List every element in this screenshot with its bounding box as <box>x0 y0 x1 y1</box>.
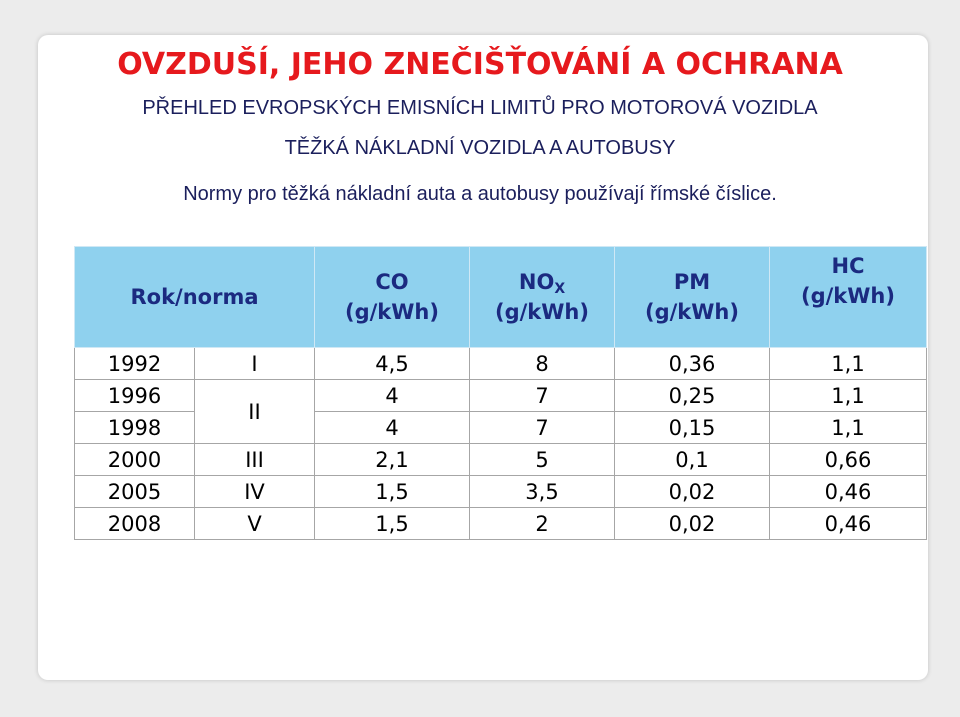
cell-year: 2000 <box>75 444 195 476</box>
cell-pm: 0,25 <box>615 380 770 412</box>
header-pm-label: PM <box>673 270 711 294</box>
cell-pm: 0,02 <box>615 476 770 508</box>
cell-nox: 8 <box>470 348 615 380</box>
cell-year: 1992 <box>75 348 195 380</box>
cell-hc: 1,1 <box>770 348 927 380</box>
cell-year: 1998 <box>75 412 195 444</box>
cell-hc: 1,1 <box>770 380 927 412</box>
table-header-row <box>75 247 927 348</box>
cell-co: 1,5 <box>315 508 470 540</box>
cell-hc: 0,66 <box>770 444 927 476</box>
cell-norm: V <box>195 508 315 540</box>
cell-co: 2,1 <box>315 444 470 476</box>
cell-co: 4 <box>315 412 470 444</box>
header-co-unit: (g/kWh) <box>345 300 439 324</box>
table-row <box>75 476 927 508</box>
cell-co: 4 <box>315 380 470 412</box>
cell-nox: 2 <box>470 508 615 540</box>
cell-year: 1996 <box>75 380 195 412</box>
cell-norm: I <box>195 348 315 380</box>
header-nox-unit: (g/kWh) <box>495 300 589 324</box>
cell-norm: IV <box>195 476 315 508</box>
header-rok-norma-label: Rok/norma <box>130 285 259 309</box>
cell-year: 2005 <box>75 476 195 508</box>
cell-hc: 1,1 <box>770 412 927 444</box>
header-nox-subscript: X <box>554 281 566 297</box>
cell-norm: II <box>195 380 315 444</box>
header-pm-unit: (g/kWh) <box>645 300 739 324</box>
header-hc-label: HC <box>831 254 865 278</box>
page-title: OVZDUŠÍ, JEHO ZNEČIŠŤOVÁNÍ A OCHRANA <box>117 47 843 82</box>
table-row <box>75 380 927 412</box>
subtitle-heavy-vehicles: TĚŽKÁ NÁKLADNÍ VOZIDLA A AUTOBUSY <box>284 137 676 159</box>
table-row <box>75 348 927 380</box>
header-nox-label <box>470 267 614 297</box>
cell-pm: 0,15 <box>615 412 770 444</box>
header-rok-norma <box>75 247 315 348</box>
emission-limits-table <box>74 246 927 540</box>
cell-pm: 0,36 <box>615 348 770 380</box>
cell-hc: 0,46 <box>770 508 927 540</box>
cell-nox: 7 <box>470 380 615 412</box>
cell-co: 1,5 <box>315 476 470 508</box>
cell-year: 2008 <box>75 508 195 540</box>
note-text: Normy pro těžká nákladní auta a autobusy používají římské číslice. <box>183 183 777 205</box>
table-row <box>75 508 927 540</box>
header-co <box>315 247 470 348</box>
cell-nox: 5 <box>470 444 615 476</box>
cell-nox: 3,5 <box>470 476 615 508</box>
cell-pm: 0,1 <box>615 444 770 476</box>
table-row <box>75 444 927 476</box>
header-hc-unit: (g/kWh) <box>801 284 895 308</box>
cell-co: 4,5 <box>315 348 470 380</box>
header-co-label: CO <box>375 270 409 294</box>
header-hc <box>770 247 927 348</box>
cell-norm: III <box>195 444 315 476</box>
header-nox-text: NO <box>518 270 555 294</box>
subtitle-emission-limits: PŘEHLED EVROPSKÝCH EMISNÍCH LIMITŮ PRO MOTOROVÁ VOZIDLA <box>142 97 818 119</box>
cell-hc: 0,46 <box>770 476 927 508</box>
header-pm <box>615 247 770 348</box>
header-nox <box>470 247 615 348</box>
cell-pm: 0,02 <box>615 508 770 540</box>
cell-nox: 7 <box>470 412 615 444</box>
